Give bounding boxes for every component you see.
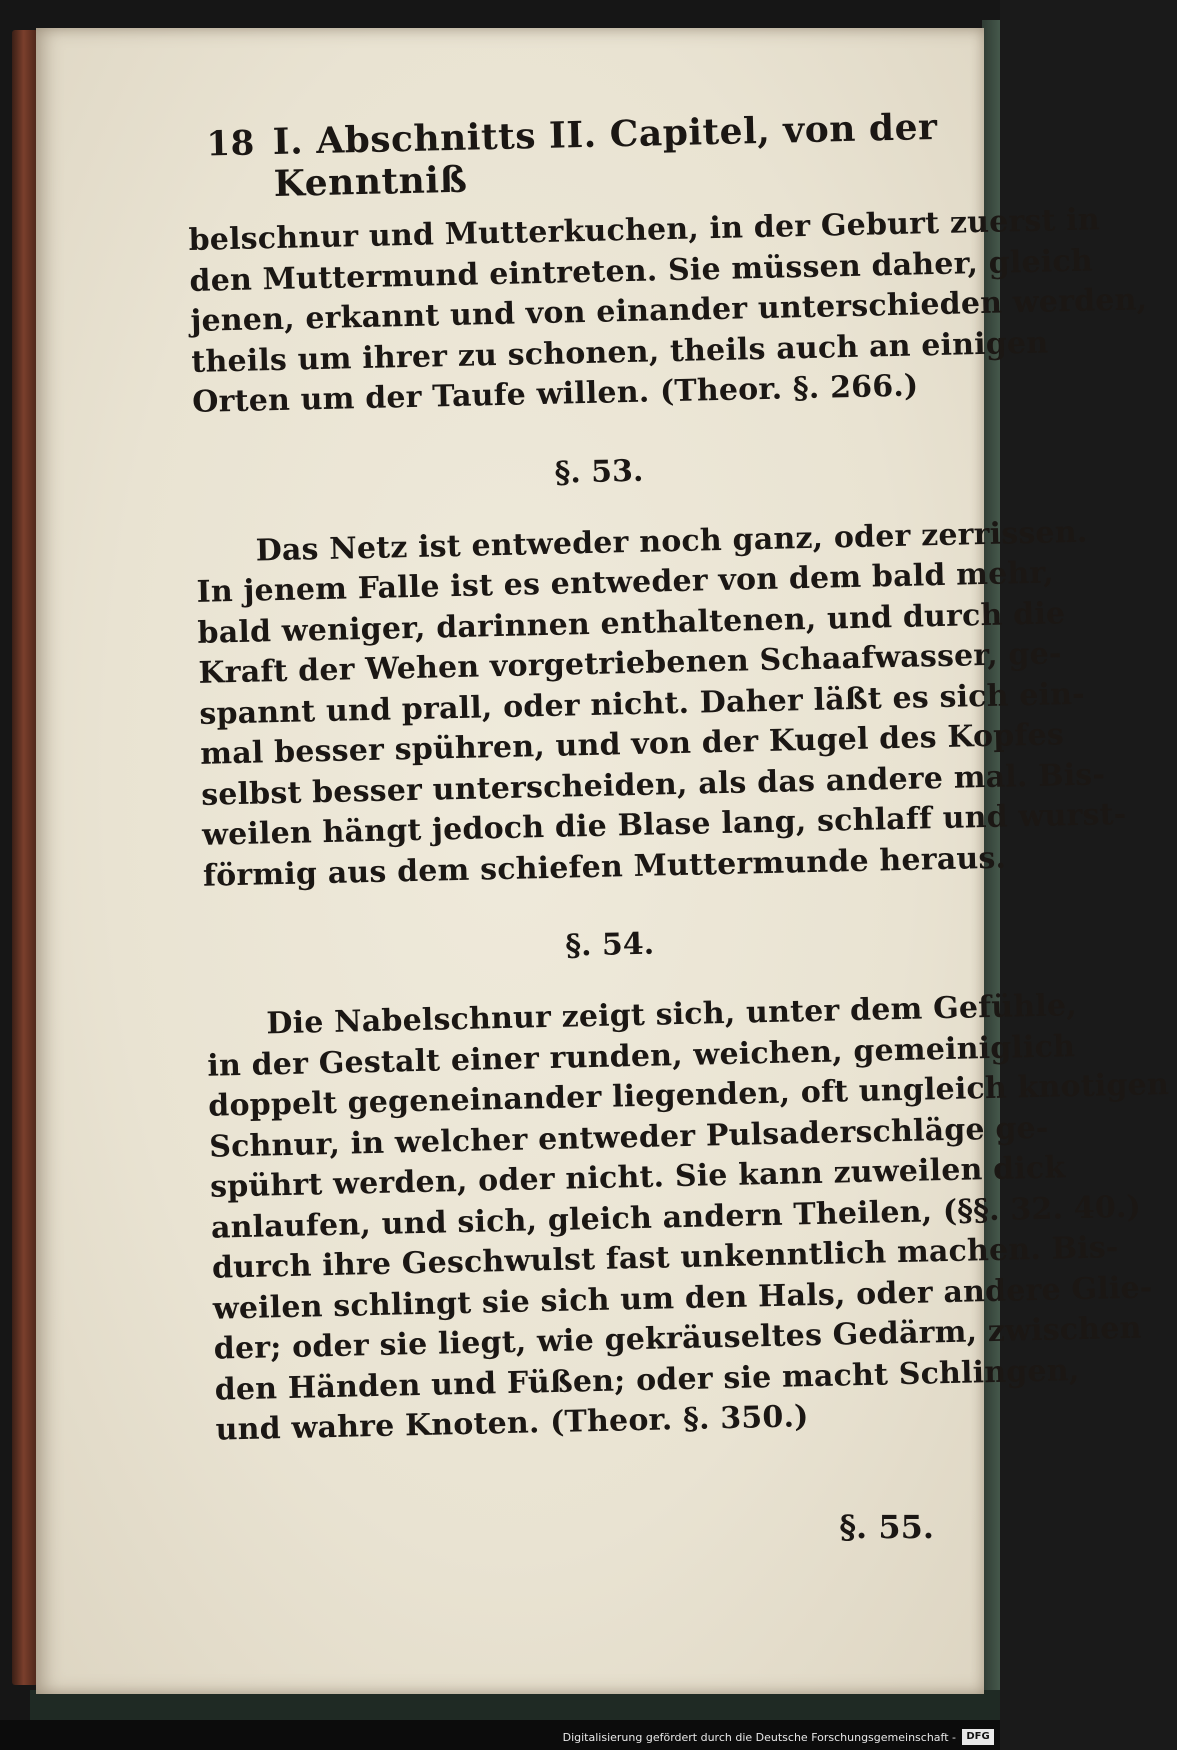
- paragraph-continuation: [188, 202, 1148, 424]
- text-line: belschnur und Mutterkuchen, in der Geburt zuerst in: [188, 202, 1101, 258]
- section-heading: §. 54.: [564, 926, 655, 964]
- footer-bar: [0, 1720, 1000, 1750]
- text-line: spannt und prall, oder nicht. Daher läßt es sich ein-: [199, 676, 1086, 732]
- text-line: weilen schlingt sie sich um den Hals, oder andere Glie-: [212, 1269, 1153, 1327]
- text-line: doppelt gegeneinander liegenden, oft ungleich knotigen: [207, 1066, 1170, 1124]
- text-line: in der Gestalt einer runden, weichen, gemeiniglich: [206, 1028, 1076, 1084]
- catchword: §. 55.: [839, 1508, 934, 1546]
- running-head: [206, 105, 998, 207]
- text-line: weilen hängt jedoch die Blase lang, schlaff und wurst-: [201, 796, 1127, 853]
- digitization-credit: Digitalisierung gefördert durch die Deutsche Forschungsgemeinschaft -: [562, 1731, 956, 1744]
- text-line: der; oder sie liegt, wie gekräuseltes Gedärm, zwischen: [213, 1310, 1142, 1367]
- text-line: Die Nabelschnur zeigt sich, unter dem Gefühle,: [266, 988, 1078, 1042]
- text-line: jenen, erkannt und von einander unterschieden werden,: [190, 282, 1148, 339]
- section-54-paragraph: [206, 987, 1170, 1451]
- text-line: und wahre Knoten. (Theor. §. 350.): [215, 1399, 809, 1448]
- running-title: I. Abschnitts II. Capitel, von der Kenntniß: [272, 105, 938, 206]
- text-line: durch ihre Geschwulst fast unkenntlich machen. Bis-: [211, 1230, 1119, 1286]
- text-line: Kraft der Wehen vorgetriebenen Schaafwasser, ge-: [198, 636, 1062, 691]
- book-bottom-edge: [30, 1690, 1000, 1720]
- book-page: [36, 28, 1170, 1694]
- text-line: anlaufen, und sich, gleich andern Theilen, (§§. 32. 40.): [210, 1189, 1142, 1246]
- text-line: förmig aus dem schiefen Muttermunde heraus.: [202, 840, 1007, 894]
- text-line: Orten um der Taufe willen. (Theor. §. 266.): [191, 368, 919, 420]
- page-number: 18: [206, 123, 256, 165]
- text-line: Schnur, in welcher entweder Pulsaderschläge ge-: [208, 1110, 1049, 1165]
- text-line: bald weniger, darinnen enthaltenen, und durch die: [197, 595, 1066, 651]
- text-line: den Muttermund eintreten. Sie müssen daher, gleich: [189, 242, 1094, 299]
- text-line: theils um ihrer zu schonen, theils auch an einigen: [191, 324, 1049, 380]
- dfg-logo[interactable]: DFG: [962, 1729, 994, 1745]
- text-line: spührt werden, oder nicht. Sie kann zuweilen dick: [209, 1150, 1066, 1205]
- book-spine-edge: [12, 30, 38, 1685]
- section-53-paragraph: [195, 514, 1127, 897]
- text-line: den Händen und Füßen; oder sie macht Schlingen,: [214, 1352, 1080, 1408]
- text-line: selbst besser unterscheiden, als das andere mal. Bis-: [200, 756, 1106, 813]
- section-heading: §. 53.: [554, 453, 644, 491]
- text-line: In jenem Falle ist es entweder von dem bald mehr,: [196, 555, 1055, 610]
- text-block: [186, 105, 1170, 1452]
- text-line: mal besser spühren, und von der Kugel des Kopfes: [199, 717, 1065, 772]
- text-line: Das Netz ist entweder noch ganz, oder zerrissen.: [255, 514, 1088, 569]
